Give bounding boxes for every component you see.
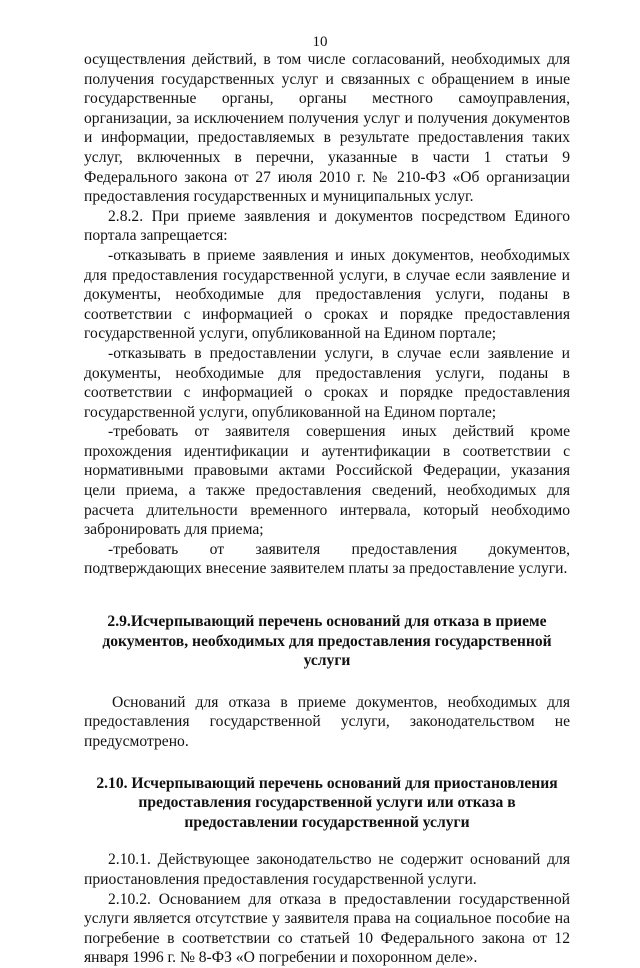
prohibition-item-4: -требовать от заявителя предоставления документов, подтверждающих внесение заявителем платы за предоставление услуги. xyxy=(84,540,570,578)
section-spacer xyxy=(84,832,570,850)
prohibition-item-1: -отказывать в приеме заявления и иных документов, необходимых для предоставления государственной услуги, в случае если заявление и документы, необходимые для предоставления услуги, поданы в соответствии с информацией о сроках и порядке предоставления государственной услуги, опубликованной на Едином портале; xyxy=(84,246,570,343)
paragraph-continuation: осуществления действий, в том числе согласований, необходимых для получения государственных услуг и связанных с обращением в иные государственные органы, органы местного самоуправления, организации, за исключением получения услуг и получения документов и информации, предоставляемых в результате предоставления таких услуг, включенных в перечни, указанные в части 1 статьи 9 Федерального закона от 27 июля 2010 г. № 210-ФЗ «Об организации предоставления государственных и муниципальных услуг. xyxy=(84,51,570,206)
prohibition-item-3: -требовать от заявителя совершения иных действий кроме прохождения идентификации и аутентификации в соответствии с нормативными правовыми актами Российской Федерации, указания цели приема, а также предоставления сведений, необходимых для расчета длительности временного интервала, который необходимо забронировать для приема; xyxy=(84,423,570,539)
paragraph-2-10-1: 2.10.1. Действующее законодательство не содержит оснований для приостановления предоставления государственной услуги. xyxy=(84,851,570,888)
paragraph-2-9: Оснований для отказа в приеме документов, необходимых для предоставления государственной услуги, законодательством не предусмотрено. xyxy=(84,693,570,750)
heading-2-9: 2.9.Исчерпывающий перечень оснований для отказа в приеме документов, необходимых для предоставления государственной услуги xyxy=(102,613,552,670)
section-spacer xyxy=(84,579,570,612)
paragraph-2-10-2: 2.10.2. Основанием для отказа в предоставлении государственной услуги является отсутствие у заявителя права на социальное пособие на погребение в соответствии со статьей 10 Федерального закона от 12 января 1996 г. № 8-ФЗ «О погребении и похоронном деле». xyxy=(84,890,570,967)
heading-2-10: 2.10. Исчерпывающий перечень оснований для приостановления предоставления государственной услуги или отказа в предоставлении государственной услуги xyxy=(96,774,558,831)
section-spacer xyxy=(84,752,570,774)
page-number: 10 xyxy=(312,34,328,50)
prohibition-item-2: -отказывать в предоставлении услуги, в случае если заявление и документы, необходимые для предоставления услуги, поданы в соответствии с информацией о сроках и порядке предоставления государственной услуги, опубликованной на Едином портале; xyxy=(84,344,570,421)
document-body xyxy=(84,50,570,968)
paragraph-2-8-2: 2.8.2. При приеме заявления и документов посредством Единого портала запрещается: xyxy=(84,207,570,245)
section-spacer xyxy=(84,671,570,693)
